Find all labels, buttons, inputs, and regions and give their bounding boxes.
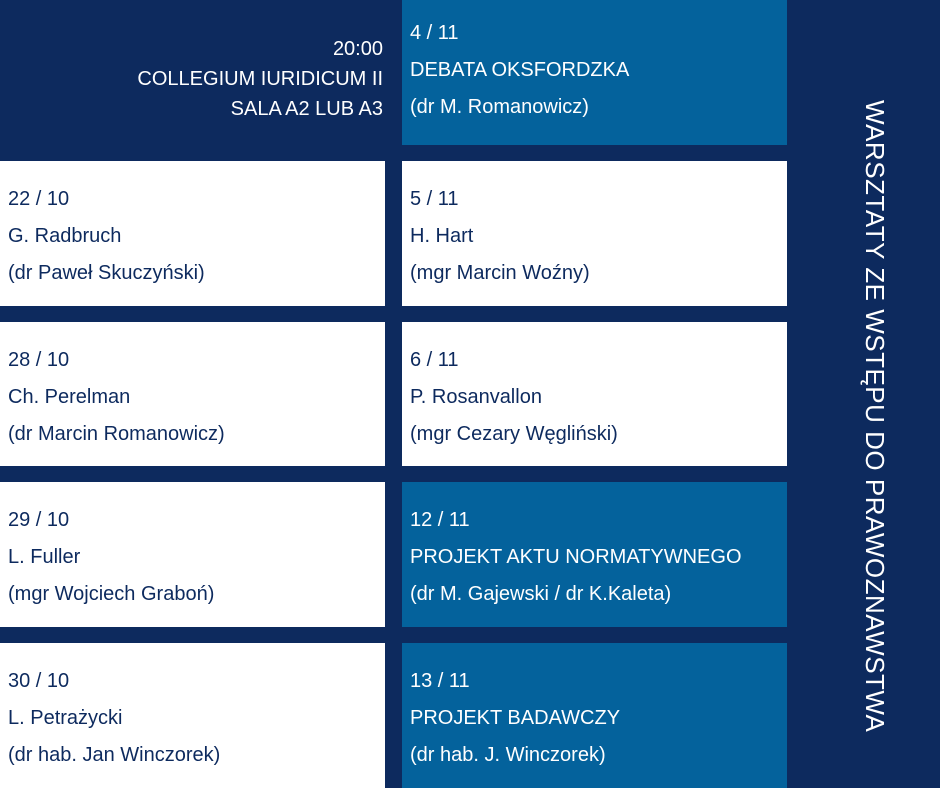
session-room: SALA A2 LUB A3 (230, 98, 383, 120)
card-topic: P. Rosanvallon (410, 386, 542, 408)
card-date: 22 / 10 (8, 188, 70, 210)
card-date: 29 / 10 (8, 509, 70, 531)
card-date: 12 / 11 (410, 509, 470, 531)
right-card-2 (402, 161, 787, 306)
card-date: 6 / 11 (410, 349, 459, 371)
right-card-4 (402, 482, 787, 627)
card-topic: PROJEKT BADAWCZY (410, 707, 621, 729)
card-topic: H. Hart (410, 225, 474, 247)
card-topic: G. Radbruch (8, 225, 122, 247)
card-lecturer: (dr M. Romanowicz) (410, 96, 589, 118)
session-venue: COLLEGIUM IURIDICUM II (137, 68, 383, 90)
right-card-3 (402, 322, 787, 466)
right-card-5 (402, 643, 787, 788)
left-card-2 (0, 322, 385, 466)
card-lecturer: (dr M. Gajewski / dr K.Kaleta) (410, 583, 672, 605)
card-lecturer: (dr hab. Jan Winczorek) (8, 744, 221, 766)
card-lecturer: (mgr Wojciech Graboń) (8, 583, 215, 605)
workshop-title: WARSZTATY ZE WSTĘPU DO PRAWOZNAWSTWA (860, 100, 890, 733)
card-date: 4 / 11 (410, 22, 459, 44)
card-lecturer: (mgr Marcin Woźny) (410, 262, 590, 284)
card-date: 28 / 10 (8, 349, 70, 371)
card-topic: PROJEKT AKTU NORMATYWNEGO (410, 546, 742, 568)
right-card-1 (402, 0, 787, 145)
card-lecturer: (dr hab. J. Winczorek) (410, 744, 606, 766)
session-time: 20:00 (332, 38, 383, 60)
card-lecturer: (dr Paweł Skuczyński) (8, 262, 205, 284)
card-topic: Ch. Perelman (8, 386, 131, 408)
card-date: 13 / 11 (410, 670, 470, 692)
card-topic: DEBATA OKSFORDZKA (410, 59, 630, 81)
card-lecturer: (mgr Cezary Węgliński) (410, 423, 618, 445)
session-info (0, 0, 385, 145)
card-topic: L. Petrażycki (8, 707, 123, 729)
left-card-1 (0, 161, 385, 306)
left-card-4 (0, 643, 385, 788)
card-lecturer: (dr Marcin Romanowicz) (8, 423, 225, 445)
left-card-3 (0, 482, 385, 627)
card-topic: L. Fuller (8, 546, 81, 568)
card-date: 5 / 11 (410, 188, 459, 210)
card-date: 30 / 10 (8, 670, 70, 692)
